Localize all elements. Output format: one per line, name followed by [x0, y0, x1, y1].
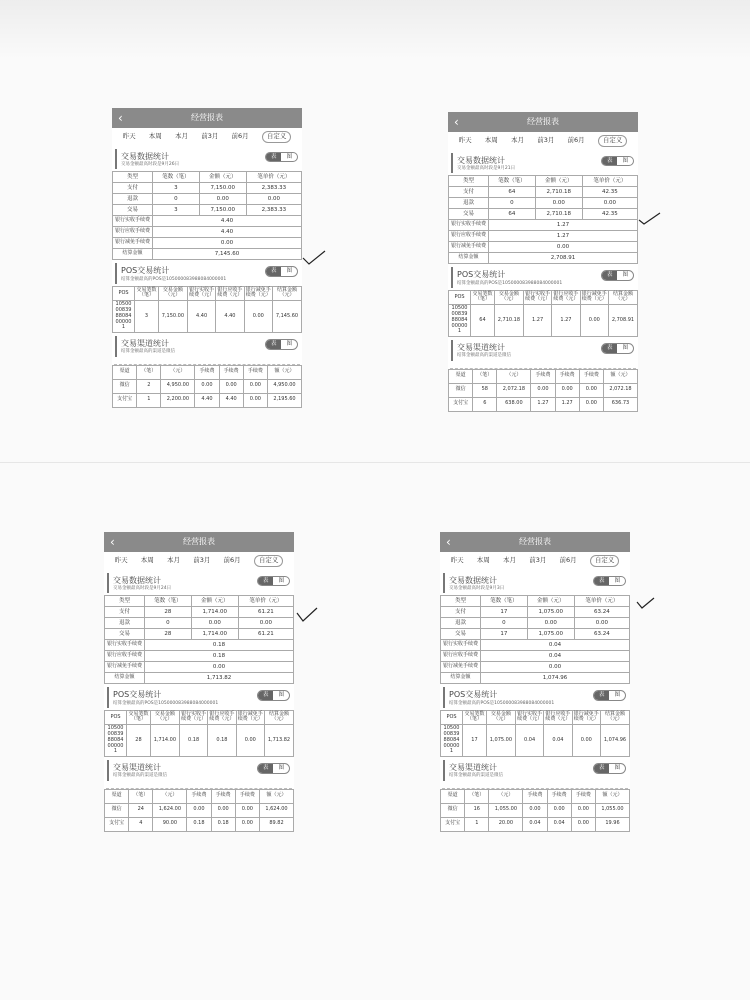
pos-stats-header: POS交易统计 结算金额最高的POS是105000083988084000001 表 图: [107, 687, 294, 707]
pos-stats-table: [112, 286, 302, 334]
table-header: 渠道 （笔） （元） 手续费 手续费 手续费 额（元）: [449, 369, 638, 383]
channel-stats-header: 交易渠道统计 结算金额最高的渠道是微信 表 图: [451, 340, 638, 360]
table-row: 微信 2 4,950.00 0.00 0.00 0.00 4,950.00: [113, 379, 302, 393]
table-chart-toggle[interactable]: 表 图: [593, 576, 626, 586]
table-row: 微信 58 2,072.18 0.00 0.00 0.00 2,072.18: [449, 383, 638, 397]
back-arrow-icon[interactable]: ‹: [454, 115, 459, 129]
table-row: 银行减免手续费 0.00: [449, 242, 638, 253]
table-row: 银行实收手续费 1.27: [449, 220, 638, 231]
trade-stats-header: 交易数据统计 交易金额最高时段是9月26日 表 图: [115, 149, 302, 169]
period-tabs: [112, 128, 302, 146]
table-row: 银行实收手续费 4.40: [113, 216, 302, 227]
table-row: 微信 24 1,624.00 0.00 0.00 0.00 1,624.00: [105, 803, 294, 817]
table-row: 银行减免手续费 0.00: [113, 238, 302, 249]
table-row: 交易 64 2,710.18 42.35: [449, 209, 638, 220]
table-header: 类型 笔数（笔） 金额（元） 笔单价（元）: [105, 596, 294, 607]
report-screenshot-4: [440, 532, 630, 832]
table-row: 微信 16 1,055.00 0.00 0.00 0.00 1,055.00: [441, 803, 630, 817]
table-row: 退款 0 0.00 0.00: [441, 618, 630, 629]
table-row: 结算金额 1,713.82: [105, 673, 294, 684]
tab-1[interactable]: 本周: [148, 132, 162, 141]
table-row: 交易 28 1,714.00 61.21: [105, 629, 294, 640]
report-screenshot-1: [112, 108, 302, 408]
table-row: 银行减免手续费 0.00: [105, 662, 294, 673]
table-header: POS 交易笔数（笔） 交易金额（元） 银行实收手续费（元） 银行应收手续费（元） 银行减免手续费（元） 结算金额（元）: [441, 710, 630, 725]
channel-stats-table: [104, 789, 294, 832]
tab-0[interactable]: 昨天: [458, 136, 472, 145]
channel-stats-table: [448, 369, 638, 412]
table-row: 支付 3 7,150.00 2,383.33: [113, 183, 302, 194]
table-chart-toggle[interactable]: 表 图: [601, 156, 634, 166]
trade-stats-table: [448, 175, 638, 264]
table-row: 105000083988084000001 28 1,714.00 0.18 0.18 0.00 1,713.82: [105, 725, 294, 757]
page-title: 经营报表: [183, 537, 215, 546]
app-header: [448, 112, 638, 132]
tab-0[interactable]: 昨天: [114, 556, 128, 565]
pos-stats-table: [104, 710, 294, 758]
pos-stats-header: POS交易统计 结算金额最高的POS是105000083988084000001 表 图: [115, 263, 302, 283]
table-chart-toggle[interactable]: 表 图: [601, 270, 634, 280]
tab-4[interactable]: 前6月: [567, 136, 585, 145]
table-header: POS 交易笔数（笔） 交易金额（元） 银行实收手续费（元） 银行应收手续费（元） 银行减免手续费（元） 结算金额（元）: [105, 710, 294, 725]
table-header: 渠道 （笔） （元） 手续费 手续费 手续费 额（元）: [441, 789, 630, 803]
tab-1[interactable]: 本周: [484, 136, 498, 145]
report-screenshot-2: [448, 112, 638, 412]
tab-4[interactable]: 前6月: [231, 132, 249, 141]
tab-3[interactable]: 前3月: [193, 556, 211, 565]
handwritten-check-icon: [302, 250, 326, 266]
tab-2[interactable]: 本月: [503, 556, 516, 565]
trade-stats-table: [440, 595, 630, 684]
table-row: 银行应收手续费 0.18: [105, 651, 294, 662]
table-chart-toggle[interactable]: 表 图: [265, 339, 298, 349]
table-row: 支付宝 6 638.00 1.27 1.27 0.00 636.73: [449, 397, 638, 411]
table-row: 银行应收手续费 0.04: [441, 651, 630, 662]
table-row: 支付 64 2,710.18 42.35: [449, 187, 638, 198]
table-row: 支付宝 4 90.00 0.18 0.18 0.00 89.82: [105, 817, 294, 831]
handwritten-check-icon: [638, 210, 662, 226]
tab-2[interactable]: 本月: [175, 132, 188, 141]
tab-5[interactable]: 自定义: [598, 135, 628, 146]
table-chart-toggle[interactable]: 表 图: [257, 763, 290, 773]
page-fold: [0, 462, 750, 463]
table-row: 结算金额 7,145.60: [113, 249, 302, 260]
table-row: 支付宝 1 2,200.00 4.40 4.40 0.00 2,195.60: [113, 393, 302, 407]
table-chart-toggle[interactable]: 表 图: [265, 266, 298, 276]
report-screenshot-3: [104, 532, 294, 832]
handwritten-check-icon: [296, 607, 320, 623]
app-header: [440, 532, 630, 552]
page-title: 经营报表: [191, 113, 223, 122]
table-row: 结算金额 2,708.91: [449, 253, 638, 264]
pos-stats-table: [448, 290, 638, 338]
table-header: 类型 笔数（笔） 金额（元） 笔单价（元）: [113, 172, 302, 183]
app-header: [112, 108, 302, 128]
table-chart-toggle[interactable]: 表 图: [601, 343, 634, 353]
table-row: 105000083988084000001 3 7,150.00 4.40 4.40 0.00 7,145.60: [113, 301, 302, 333]
pos-stats-table: [440, 710, 630, 758]
period-tabs: [448, 132, 638, 150]
table-row: 退款 0 0.00 0.00: [449, 198, 638, 209]
back-arrow-icon[interactable]: ‹: [118, 111, 123, 125]
table-row: 交易 17 1,075.00 63.24: [441, 629, 630, 640]
page-title: 经营报表: [519, 537, 551, 546]
table-header: POS 交易笔数（笔） 交易金额（元） 银行实收手续费（元） 银行应收手续费（元） 银行减免手续费（元） 结算金额（元）: [113, 286, 302, 301]
table-chart-toggle[interactable]: 表 图: [265, 152, 298, 162]
table-row: 支付宝 1 20.00 0.04 0.04 0.00 19.96: [441, 817, 630, 831]
trade-stats-table: [104, 595, 294, 684]
channel-stats-header: 交易渠道统计 结算金额最高的渠道是微信 表 图: [115, 336, 302, 356]
table-row: 退款 0 0.00 0.00: [105, 618, 294, 629]
trade-stats-header: 交易数据统计 交易金额最高时段是9月24日 表 图: [107, 573, 294, 593]
channel-stats-table: [440, 789, 630, 832]
tab-4[interactable]: 前6月: [559, 556, 577, 565]
tab-1[interactable]: 本周: [476, 556, 490, 565]
tab-5[interactable]: 自定义: [590, 555, 620, 566]
table-header: 类型 笔数（笔） 金额（元） 笔单价（元）: [449, 176, 638, 187]
table-row: 交易 3 7,150.00 2,383.33: [113, 205, 302, 216]
channel-stats-table: [112, 365, 302, 408]
pos-stats-header: POS交易统计 结算金额最高的POS是105000083988084000001 表 图: [443, 687, 630, 707]
table-row: 银行实收手续费 0.18: [105, 640, 294, 651]
channel-stats-header: 交易渠道统计 结算金额最高的渠道是微信 表 图: [443, 760, 630, 780]
table-row: 退款 0 0.00 0.00: [113, 194, 302, 205]
table-header: 渠道 （笔） （元） 手续费 手续费 手续费 额（元）: [105, 789, 294, 803]
tab-1[interactable]: 本周: [140, 556, 154, 565]
page-title: 经营报表: [527, 117, 559, 126]
table-header: POS 交易笔数（笔） 交易金额（元） 银行实收手续费（元） 银行应收手续费（元） 银行减免手续费（元） 结算金额（元）: [449, 290, 638, 305]
table-chart-toggle[interactable]: 表 图: [257, 576, 290, 586]
app-header: [104, 532, 294, 552]
pos-stats-header: POS交易统计 结算金额最高的POS是105000083988084000001 表 图: [451, 267, 638, 287]
trade-stats-header: 交易数据统计 交易金额最高时段是9月21日 表 图: [451, 153, 638, 173]
table-row: 105000083988084000001 64 2,710.18 1.27 1.27 0.00 2,708.91: [449, 305, 638, 337]
table-chart-toggle[interactable]: 表 图: [593, 763, 626, 773]
period-tabs: [104, 552, 294, 570]
period-tabs: [440, 552, 630, 570]
trade-stats-header: 交易数据统计 交易金额最高时段是9月3日 表 图: [443, 573, 630, 593]
tab-3[interactable]: 前3月: [537, 136, 555, 145]
tab-5[interactable]: 自定义: [254, 555, 284, 566]
table-header: 类型 笔数（笔） 金额（元） 笔单价（元）: [441, 596, 630, 607]
table-row: 结算金额 1,074.96: [441, 673, 630, 684]
tab-3[interactable]: 前3月: [529, 556, 547, 565]
tab-5[interactable]: 自定义: [262, 131, 292, 142]
back-arrow-icon[interactable]: ‹: [446, 535, 451, 549]
tab-0[interactable]: 昨天: [450, 556, 464, 565]
tab-3[interactable]: 前3月: [201, 132, 219, 141]
table-header: 渠道 （笔） （元） 手续费 手续费 手续费 额（元）: [113, 365, 302, 379]
table-row: 银行实收手续费 0.04: [441, 640, 630, 651]
tab-0[interactable]: 昨天: [122, 132, 136, 141]
back-arrow-icon[interactable]: ‹: [110, 535, 115, 549]
trade-stats-table: [112, 171, 302, 260]
table-row: 支付 17 1,075.00 63.24: [441, 607, 630, 618]
table-chart-toggle[interactable]: 表 图: [593, 690, 626, 700]
table-chart-toggle[interactable]: 表 图: [257, 690, 290, 700]
tab-2[interactable]: 本月: [167, 556, 180, 565]
table-row: 支付 28 1,714.00 61.21: [105, 607, 294, 618]
table-row: 银行减免手续费 0.00: [441, 662, 630, 673]
table-row: 银行应收手续费 4.40: [113, 227, 302, 238]
handwritten-check-icon: [636, 596, 660, 612]
tab-4[interactable]: 前6月: [223, 556, 241, 565]
table-row: 105000083988084000001 17 1,075.00 0.04 0.04 0.00 1,074.96: [441, 725, 630, 757]
table-row: 银行应收手续费 1.27: [449, 231, 638, 242]
tab-2[interactable]: 本月: [511, 136, 524, 145]
channel-stats-header: 交易渠道统计 结算金额最高的渠道是微信 表 图: [107, 760, 294, 780]
